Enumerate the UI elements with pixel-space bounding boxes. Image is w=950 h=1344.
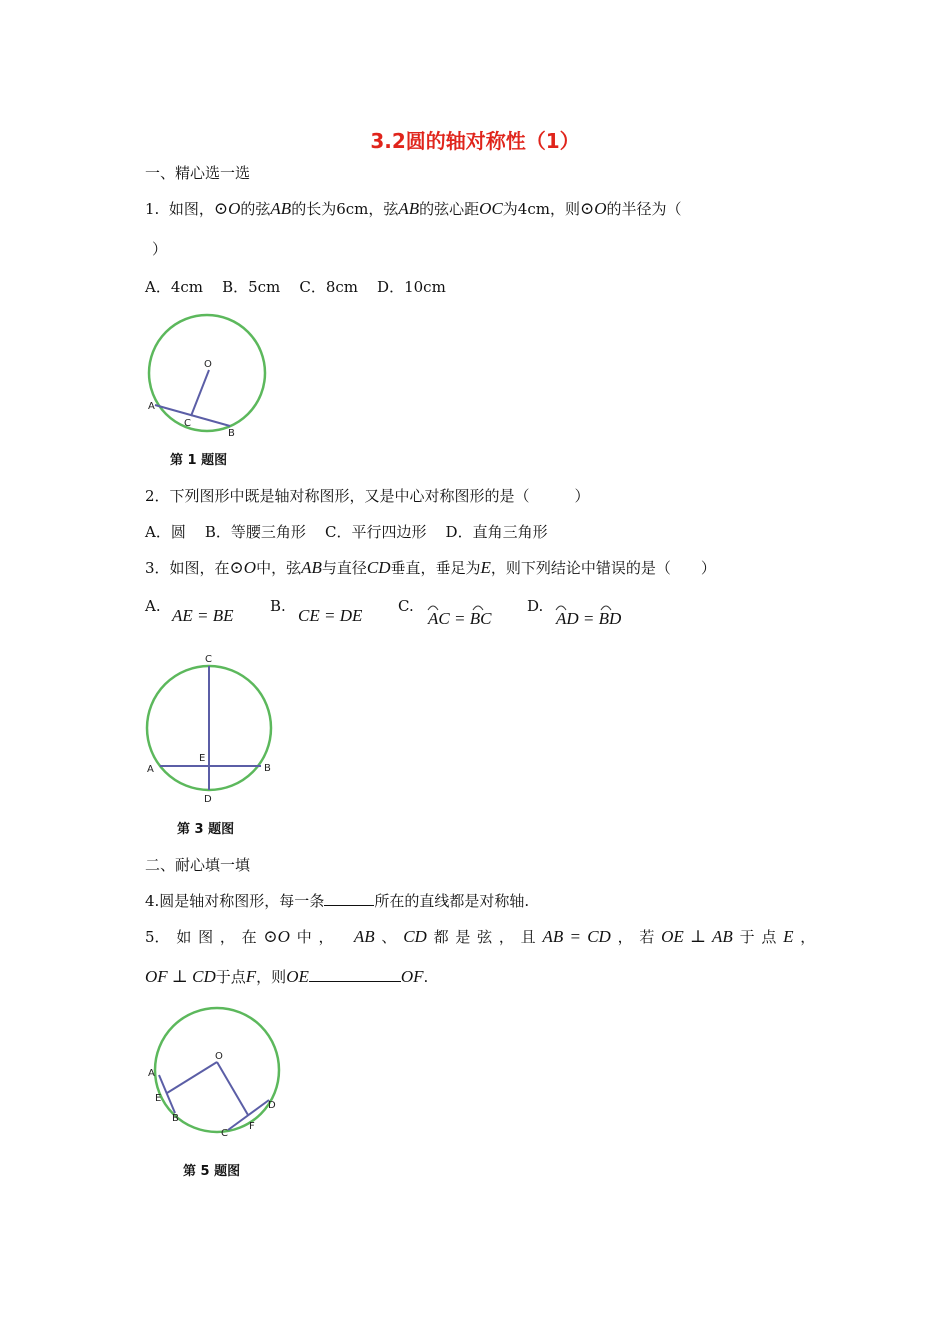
section-heading-1: 一、精心选一选 — [145, 164, 251, 182]
q5-text: ， 若 — [617, 928, 655, 946]
q3-option-c: AC = BC — [428, 609, 492, 628]
q3-option-a: AE = BE — [172, 606, 234, 625]
q4-answer-blank[interactable] — [324, 891, 374, 906]
q1-text: 的长为6cm，弦 — [291, 200, 399, 218]
label-e: E — [199, 753, 206, 764]
figure-1-caption: 第 1 题图 — [170, 453, 228, 468]
q3-option-a-label: A. — [145, 597, 161, 615]
label-d: D — [204, 794, 212, 805]
q3-circle-symbol: ⊙O — [229, 558, 257, 577]
figure-1 — [140, 310, 275, 440]
q1-text: 的半径为（ — [606, 200, 682, 218]
q1-text: 的弦 — [240, 200, 271, 218]
q5-line-2 — [145, 967, 428, 987]
q5-text: 于点 — [215, 968, 246, 986]
q4-text: 4.圆是轴对称图形，每一条 — [145, 892, 325, 910]
q3-chord-ab: AB — [301, 558, 322, 577]
q5-chord-ab: AB — [353, 927, 375, 946]
q3-point-e: E — [480, 558, 491, 577]
label-b: B — [264, 763, 271, 774]
q5-text: 于 点 — [739, 928, 777, 946]
q3-text: 垂直，垂足为 — [390, 559, 481, 577]
q5-oe: OE — [286, 967, 309, 986]
q1-segment-oc: OC — [479, 199, 503, 218]
page-title: 3.2圆的轴对称性（1） — [370, 129, 580, 153]
label-d: D — [268, 1100, 276, 1111]
q3-option-d-label: D. — [527, 597, 544, 615]
question-1 — [145, 199, 682, 219]
segment-oe — [167, 1062, 217, 1093]
q1-text: 为4cm，则 — [502, 200, 580, 218]
segment-oc — [191, 370, 209, 416]
question-3 — [145, 558, 716, 578]
arc-marks-c — [425, 600, 495, 612]
q5-text: ， — [800, 928, 816, 946]
q1-text: 如图， — [168, 200, 214, 218]
figure-5 — [142, 1000, 287, 1150]
q1-circle-symbol: ⊙O — [579, 199, 607, 218]
q5-text: 都 是 弦 ， 且 — [433, 928, 536, 946]
arc-marks-d — [553, 600, 623, 612]
q1-options: A．4cm B．5cm C．8cm D．10cm — [145, 278, 446, 296]
q5-circle-symbol: ⊙O — [263, 927, 290, 946]
label-c: C — [184, 418, 191, 429]
question-2: 2．下列图形中既是轴对称图形，又是中心对称图形的是（ ） — [145, 487, 590, 505]
q3-text: 与直径 — [321, 559, 367, 577]
label-a: A — [148, 1068, 155, 1079]
q5-number: 5． — [145, 928, 170, 946]
q3-option-b-label: B. — [270, 597, 286, 615]
label-c: C — [221, 1128, 228, 1139]
q3-text: ，则下列结论中错误的是（ ） — [490, 559, 716, 577]
label-a: A — [147, 764, 154, 775]
q5-perp-of: OF ⊥ CD — [145, 967, 216, 986]
q3-option-d: AD = BD — [556, 609, 622, 628]
q5-text: 、 — [381, 928, 397, 946]
q5-perp-oe: OE ⊥ AB — [661, 927, 733, 946]
q1-chord-ab: AB — [270, 199, 292, 218]
q1-close-paren: ） — [152, 240, 168, 258]
q5-equation: AB = CD — [542, 927, 611, 946]
q1-number: 1. — [145, 200, 160, 218]
label-c: C — [205, 654, 212, 665]
q5-of: OF — [400, 967, 424, 986]
q5-answer-blank[interactable] — [309, 967, 401, 982]
q5-text: 如 图 ， 在 — [176, 928, 257, 946]
question-4 — [145, 891, 529, 911]
q5-text: 中 ， — [296, 928, 334, 946]
q3-diameter-cd: CD — [366, 558, 391, 577]
q4-text: 所在的直线都是对称轴. — [374, 892, 530, 910]
q5-text: ，则 — [256, 968, 287, 986]
q3-option-b: CE = DE — [298, 606, 363, 625]
q5-chord-cd: CD — [403, 927, 427, 946]
q2-options: A．圆 B．等腰三角形 C．平行四边形 D．直角三角形 — [145, 523, 548, 541]
q3-option-c-label: C. — [398, 597, 414, 615]
q3-text: 3．如图，在 — [145, 559, 230, 577]
q1-text: 的弦心距 — [419, 200, 480, 218]
label-b: B — [228, 428, 235, 439]
question-5 — [145, 927, 815, 947]
q1-chord-ab: AB — [398, 199, 420, 218]
figure-5-caption: 第 5 题图 — [183, 1164, 241, 1179]
label-a: A — [148, 401, 155, 412]
label-f: F — [249, 1121, 255, 1132]
label-o: O — [204, 359, 212, 370]
section-heading-2: 二、耐心填一填 — [145, 856, 251, 874]
q5-text: . — [423, 968, 429, 986]
q5-point-f: F — [245, 967, 257, 986]
label-o: O — [215, 1051, 223, 1062]
segment-of — [217, 1062, 248, 1115]
label-b: B — [172, 1113, 179, 1124]
q1-circle-symbol: ⊙O — [213, 199, 241, 218]
q5-point-e: E — [783, 927, 794, 946]
label-e: E — [155, 1093, 162, 1104]
q3-text: 中，弦 — [256, 559, 302, 577]
figure-3-caption: 第 3 题图 — [177, 822, 235, 837]
figure-3 — [140, 648, 280, 808]
